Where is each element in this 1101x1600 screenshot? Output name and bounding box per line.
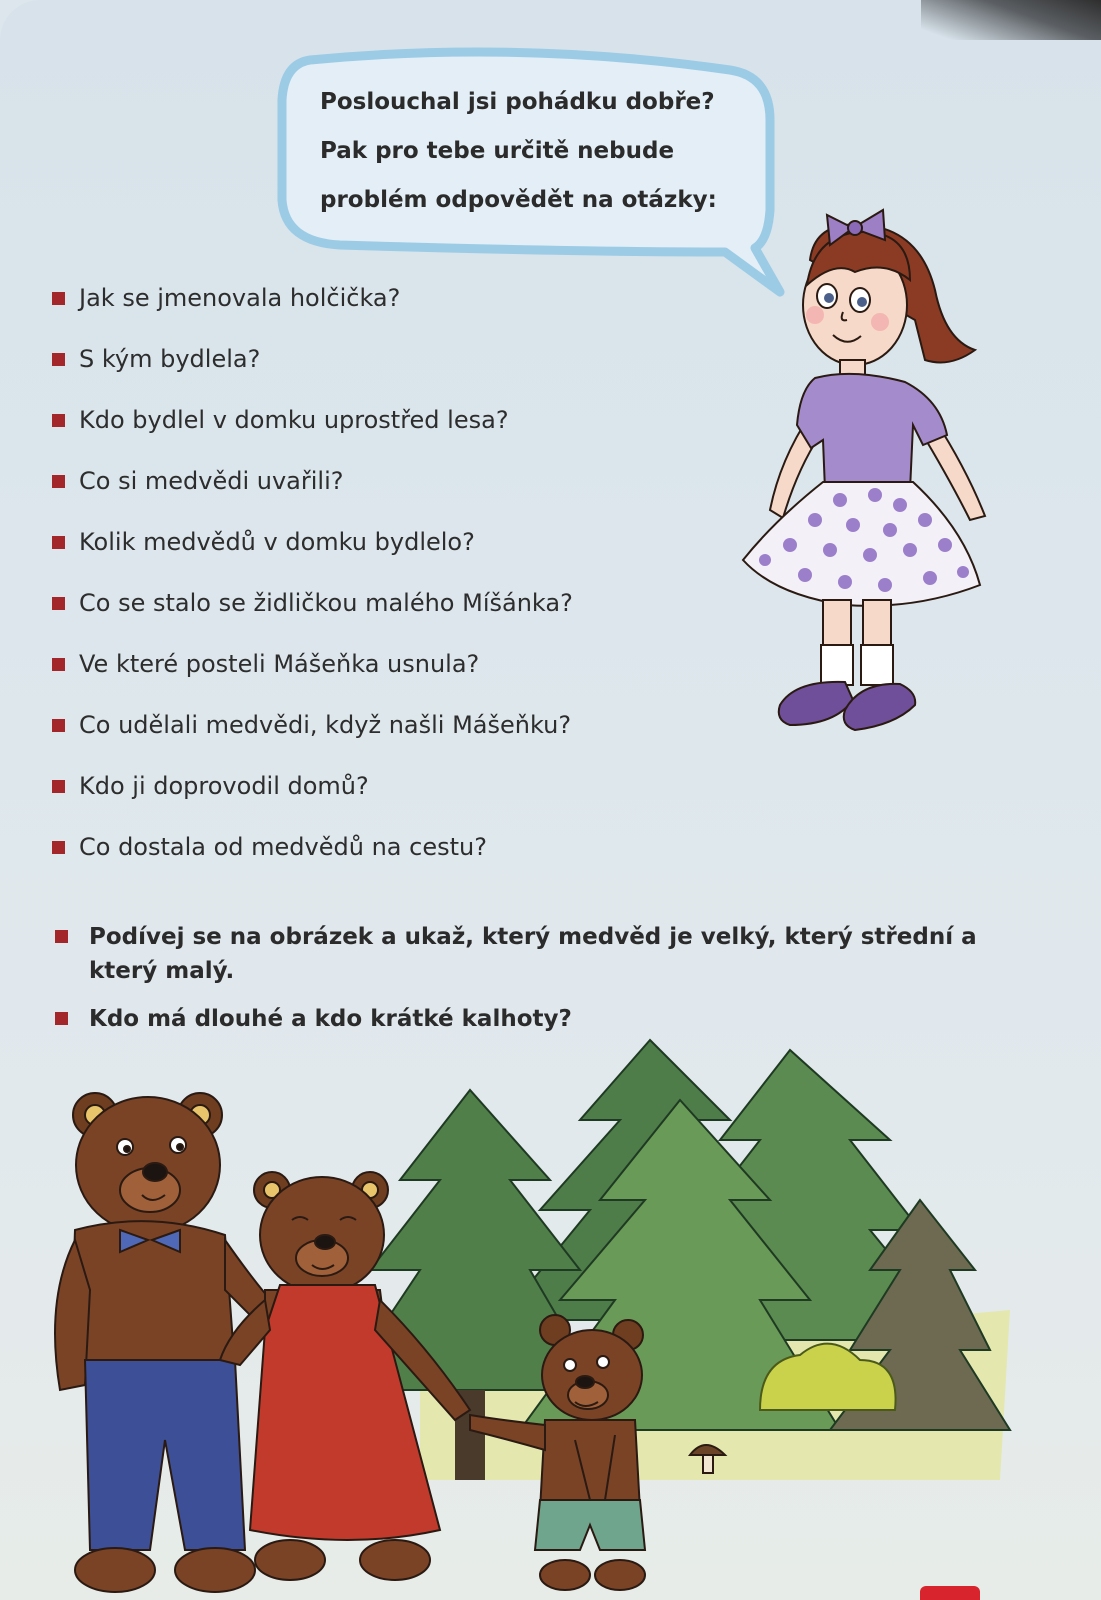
question-text: S kým bydlela? (79, 345, 261, 373)
bears-forest-illustration (0, 1030, 1101, 1600)
list-item (52, 466, 772, 527)
list-item (52, 649, 772, 710)
square-bullet-icon (52, 780, 65, 793)
task-text: Podívej se na obrázek a ukaž, který medvěd je velký, který střední a který malý. (89, 924, 977, 984)
list-item (52, 832, 772, 893)
question-text: Kolik medvědů v domku bydlelo? (79, 528, 475, 556)
task-text: Kdo má dlouhé a kdo krátké kalhoty? (89, 1006, 572, 1032)
bubble-text (320, 78, 750, 225)
question-text: Kdo bydlel v domku uprostřed lesa? (79, 406, 509, 434)
page-edge-shadow (921, 0, 1101, 40)
questions-list (52, 283, 772, 893)
list-item (52, 588, 772, 649)
square-bullet-icon (55, 930, 68, 943)
bubble-line-1: Poslouchal jsi pohádku dobře? (320, 89, 715, 115)
question-text: Co udělali medvědi, když našli Mášeňku? (79, 711, 572, 739)
bubble-line-3: problém odpovědět na otázky: (320, 187, 717, 213)
square-bullet-icon (52, 658, 65, 671)
task-item (55, 920, 1015, 988)
question-text: Ve které posteli Mášeňka usnula? (79, 650, 480, 678)
list-item (52, 405, 772, 466)
list-item (52, 527, 772, 588)
square-bullet-icon (52, 353, 65, 366)
speech-bubble (270, 40, 810, 310)
bubble-line-2: Pak pro tebe určitě nebude (320, 138, 675, 164)
square-bullet-icon (52, 292, 65, 305)
question-text: Co dostala od medvědů na cestu? (79, 833, 487, 861)
square-bullet-icon (52, 536, 65, 549)
question-text: Co si medvědi uvařili? (79, 467, 344, 495)
question-text: Kdo ji doprovodil domů? (79, 772, 369, 800)
list-item (52, 710, 772, 771)
list-item (52, 344, 772, 405)
square-bullet-icon (55, 1012, 68, 1025)
list-item (52, 771, 772, 832)
girl-illustration (735, 200, 1025, 750)
square-bullet-icon (52, 597, 65, 610)
square-bullet-icon (52, 475, 65, 488)
question-text: Co se stalo se židličkou malého Míšánka? (79, 589, 573, 617)
square-bullet-icon (52, 414, 65, 427)
page-tab (920, 1586, 980, 1600)
square-bullet-icon (52, 719, 65, 732)
square-bullet-icon (52, 841, 65, 854)
question-text: Jak se jmenovala holčička? (79, 284, 401, 312)
list-item (52, 283, 772, 344)
